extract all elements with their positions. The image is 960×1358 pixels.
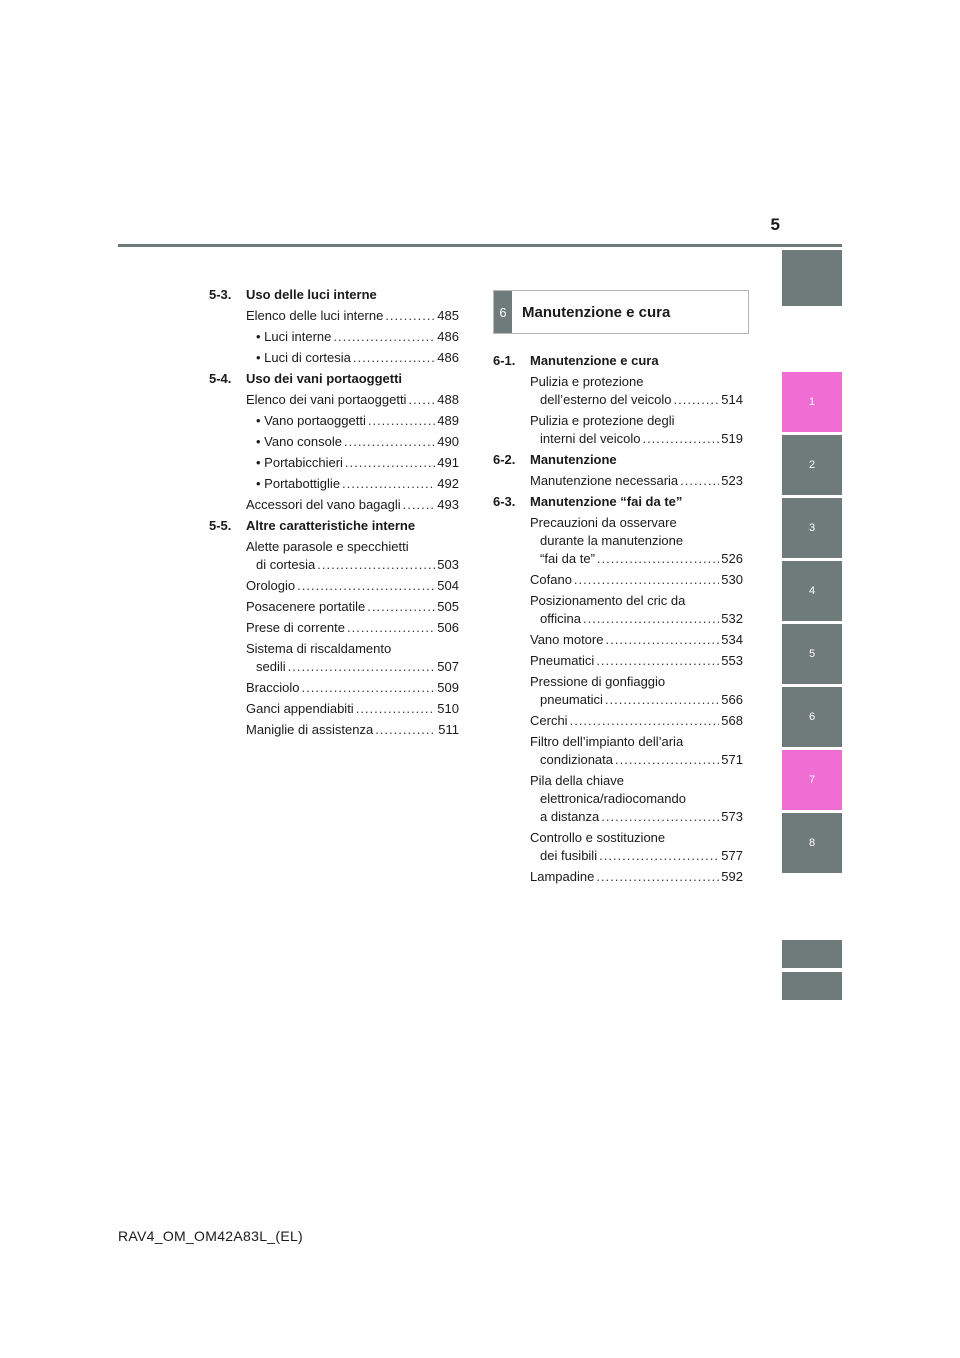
dot-leader [353, 349, 435, 367]
chapter-tab-6[interactable]: 6 [782, 687, 842, 747]
entry-text: • Portabottiglie [256, 476, 341, 491]
dot-leader [605, 631, 719, 649]
entry-text: Cerchi [530, 713, 568, 728]
dot-leader [344, 433, 435, 451]
dot-leader [342, 475, 435, 493]
entry-text: Ganci appendiabiti [246, 701, 354, 716]
entry-text: Accessori del vano bagagli [246, 497, 401, 512]
toc-section [493, 352, 743, 448]
toc-left-column [209, 286, 459, 742]
dot-leader [597, 550, 719, 568]
toc-section [209, 370, 459, 514]
section-number: 5-3. [209, 287, 232, 302]
section-number: 6-1. [493, 353, 516, 368]
entry-text: Cofano [530, 572, 572, 587]
dot-leader [288, 658, 436, 676]
chapter-tab-7[interactable]: 7 [782, 750, 842, 810]
section-title: Altre caratteristiche interne [246, 518, 416, 533]
entry-text: sedili [256, 659, 286, 674]
toc-entry[interactable] [530, 712, 743, 730]
entry-text: Bracciolo [246, 680, 300, 695]
toc-entry[interactable] [246, 538, 459, 574]
section-heading[interactable] [493, 352, 743, 370]
dot-leader [356, 700, 436, 718]
dot-leader [317, 556, 435, 574]
entry-text: Pila della chiave [530, 773, 624, 788]
entry-page-number: 532 [721, 611, 743, 626]
entry-page-number: 493 [437, 497, 459, 512]
chapter-tab[interactable] [782, 250, 842, 306]
top-rule [118, 244, 842, 247]
entry-page-number: 489 [437, 413, 459, 428]
toc-entry[interactable] [530, 472, 743, 490]
entry-text: Posacenere portatile [246, 599, 366, 614]
chapter-tab-3[interactable]: 3 [782, 498, 842, 558]
dot-leader [385, 307, 435, 325]
entry-text: • Vano console [256, 434, 342, 449]
entry-page-number: 577 [721, 848, 743, 863]
entry-page-number: 568 [721, 713, 743, 728]
chapter-tab-2[interactable]: 2 [782, 435, 842, 495]
dot-leader [375, 721, 436, 739]
dot-leader [408, 391, 435, 409]
entry-page-number: 491 [437, 455, 459, 470]
entry-page-number: 504 [437, 578, 459, 593]
entry-text: Pneumatici [530, 653, 595, 668]
toc-entry[interactable] [246, 679, 459, 697]
toc-section [493, 493, 743, 886]
toc-entry[interactable] [246, 619, 459, 637]
entry-page-number: 530 [721, 572, 743, 587]
entry-text: Elenco delle luci interne [246, 308, 384, 323]
toc-entry[interactable] [246, 391, 459, 409]
section-heading[interactable] [209, 370, 459, 388]
toc-entry[interactable] [246, 577, 459, 595]
toc-section [209, 517, 459, 739]
section-heading[interactable] [209, 286, 459, 304]
toc-entry[interactable] [246, 496, 459, 514]
dot-leader [680, 472, 719, 490]
toc-entry[interactable] [246, 721, 459, 739]
section-heading[interactable] [209, 517, 459, 535]
toc-entry[interactable] [530, 772, 743, 826]
entry-page-number: 486 [437, 350, 459, 365]
entry-page-number: 566 [721, 692, 743, 707]
entry-text: Pulizia e protezione degli [530, 413, 675, 428]
entry-page-number: 492 [437, 476, 459, 491]
entry-page-number: 519 [721, 431, 743, 446]
entry-page-number: 509 [437, 680, 459, 695]
toc-entry[interactable] [256, 328, 459, 346]
dot-leader [596, 652, 719, 670]
entry-page-number: 511 [438, 722, 459, 737]
toc-entry[interactable] [256, 412, 459, 430]
entry-page-number: 523 [721, 473, 743, 488]
entry-text: Maniglie di assistenza [246, 722, 374, 737]
toc-entry[interactable] [530, 652, 743, 670]
entry-page-number: 505 [437, 599, 459, 614]
entry-page-number: 503 [437, 557, 459, 572]
entry-page-number: 490 [437, 434, 459, 449]
section-number: 6-2. [493, 452, 516, 467]
entry-page-number: 510 [437, 701, 459, 716]
entry-text: Alette parasole e specchietti [246, 539, 409, 554]
toc-entry[interactable] [530, 733, 743, 769]
toc-entry[interactable] [530, 373, 743, 409]
entry-text: officina [540, 611, 581, 626]
entry-text: condizionata [540, 752, 613, 767]
dot-leader [333, 328, 435, 346]
entry-text: Manutenzione necessaria [530, 473, 679, 488]
toc-right-column [493, 352, 743, 889]
chapter-tab-8[interactable]: 8 [782, 813, 842, 873]
section-title: Manutenzione e cura [530, 353, 659, 368]
section-number: 5-5. [209, 518, 232, 533]
entry-text: Pressione di gonfiaggio [530, 674, 666, 689]
page-number: 5 [770, 215, 780, 234]
dot-leader [301, 679, 435, 697]
entry-text: pneumatici [540, 692, 603, 707]
entry-text: durante la manutenzione [540, 533, 684, 548]
entry-text: Sistema di riscaldamento [246, 641, 392, 656]
entry-page-number: 486 [437, 329, 459, 344]
entry-text: elettronica/radiocomando [540, 791, 686, 806]
dot-leader [403, 496, 436, 514]
toc-entry[interactable] [530, 829, 743, 865]
entry-text: Vano motore [530, 632, 604, 647]
dot-leader [674, 391, 720, 409]
chapter-tab[interactable] [782, 972, 842, 1000]
toc-entry[interactable] [256, 433, 459, 451]
entry-page-number: 506 [437, 620, 459, 635]
dot-leader [574, 571, 719, 589]
toc-entry[interactable] [530, 673, 743, 709]
dot-leader [601, 808, 719, 826]
dot-leader [596, 868, 719, 886]
entry-text: Pulizia e protezione [530, 374, 644, 389]
dot-leader [570, 712, 720, 730]
entry-page-number: 485 [437, 308, 459, 323]
section-title: Manutenzione [530, 452, 617, 467]
entry-text: “fai da te” [540, 551, 595, 566]
toc-entry[interactable] [530, 412, 743, 448]
entry-text: • Vano portaoggetti [256, 413, 366, 428]
entry-page-number: 507 [437, 659, 459, 674]
entry-text: Filtro dell’impianto dell’aria [530, 734, 684, 749]
chapter-title: Manutenzione e cura [522, 303, 671, 321]
entry-text: interni del veicolo [540, 431, 641, 446]
footer-doc-code: RAV4_OM_OM42A83L_(EL) [118, 1228, 304, 1244]
dot-leader [583, 610, 719, 628]
toc-entry[interactable] [246, 307, 459, 325]
entry-text: Lampadine [530, 869, 595, 884]
toc-entry[interactable] [246, 598, 459, 616]
toc-entry[interactable] [530, 868, 743, 886]
entry-text: Orologio [246, 578, 296, 593]
dot-leader [642, 430, 719, 448]
dot-leader [347, 619, 435, 637]
entry-page-number: 592 [721, 869, 743, 884]
entry-page-number: 526 [721, 551, 743, 566]
entry-text: dei fusibili [540, 848, 598, 863]
section-number: 5-4. [209, 371, 232, 386]
entry-text: Prese di corrente [246, 620, 345, 635]
entry-text: Posizionamento del cric da [530, 593, 686, 608]
toc-entry[interactable] [530, 514, 743, 568]
dot-leader [345, 454, 435, 472]
entry-text: Precauzioni da osservare [530, 515, 677, 530]
section-number: 6-3. [493, 494, 516, 509]
dot-leader [367, 598, 435, 616]
toc-entry[interactable] [530, 631, 743, 649]
dot-leader [605, 691, 719, 709]
section-title: Manutenzione “fai da te” [530, 494, 683, 509]
chapter-header[interactable] [493, 290, 749, 334]
entry-page-number: 488 [437, 392, 459, 407]
dot-leader [368, 412, 435, 430]
chapter-tab[interactable] [782, 940, 842, 968]
chapter-tab-4[interactable]: 4 [782, 561, 842, 621]
entry-page-number: 514 [721, 392, 743, 407]
toc-entry[interactable] [530, 592, 743, 628]
chapter-tab-1[interactable]: 1 [782, 372, 842, 432]
toc-entry[interactable] [246, 700, 459, 718]
toc-entry[interactable] [256, 349, 459, 367]
entry-text: Elenco dei vani portaoggetti [246, 392, 407, 407]
toc-entry[interactable] [246, 640, 459, 676]
entry-page-number: 571 [721, 752, 743, 767]
section-title: Uso delle luci interne [246, 287, 377, 302]
dot-leader [615, 751, 719, 769]
entry-text: • Luci interne [256, 329, 332, 344]
chapter-tab-5[interactable]: 5 [782, 624, 842, 684]
toc-entry[interactable] [530, 571, 743, 589]
entry-page-number: 573 [721, 809, 743, 824]
toc-section [209, 286, 459, 367]
dot-leader [297, 577, 435, 595]
dot-leader [599, 847, 719, 865]
entry-text: • Luci di cortesia [256, 350, 351, 365]
toc-entry[interactable] [256, 475, 459, 493]
toc-section [493, 451, 743, 490]
section-heading[interactable] [493, 493, 743, 511]
entry-text: dell’esterno del veicolo [540, 392, 672, 407]
entry-text: • Portabicchieri [256, 455, 343, 470]
entry-text: a distanza [540, 809, 600, 824]
entry-page-number: 553 [721, 653, 743, 668]
entry-text: di cortesia [256, 557, 316, 572]
entry-page-number: 534 [721, 632, 743, 647]
toc-entry[interactable] [256, 454, 459, 472]
section-heading[interactable] [493, 451, 743, 469]
chapter-number: 6 [494, 291, 512, 333]
entry-text: Controllo e sostituzione [530, 830, 666, 845]
section-title: Uso dei vani portaoggetti [246, 371, 403, 386]
